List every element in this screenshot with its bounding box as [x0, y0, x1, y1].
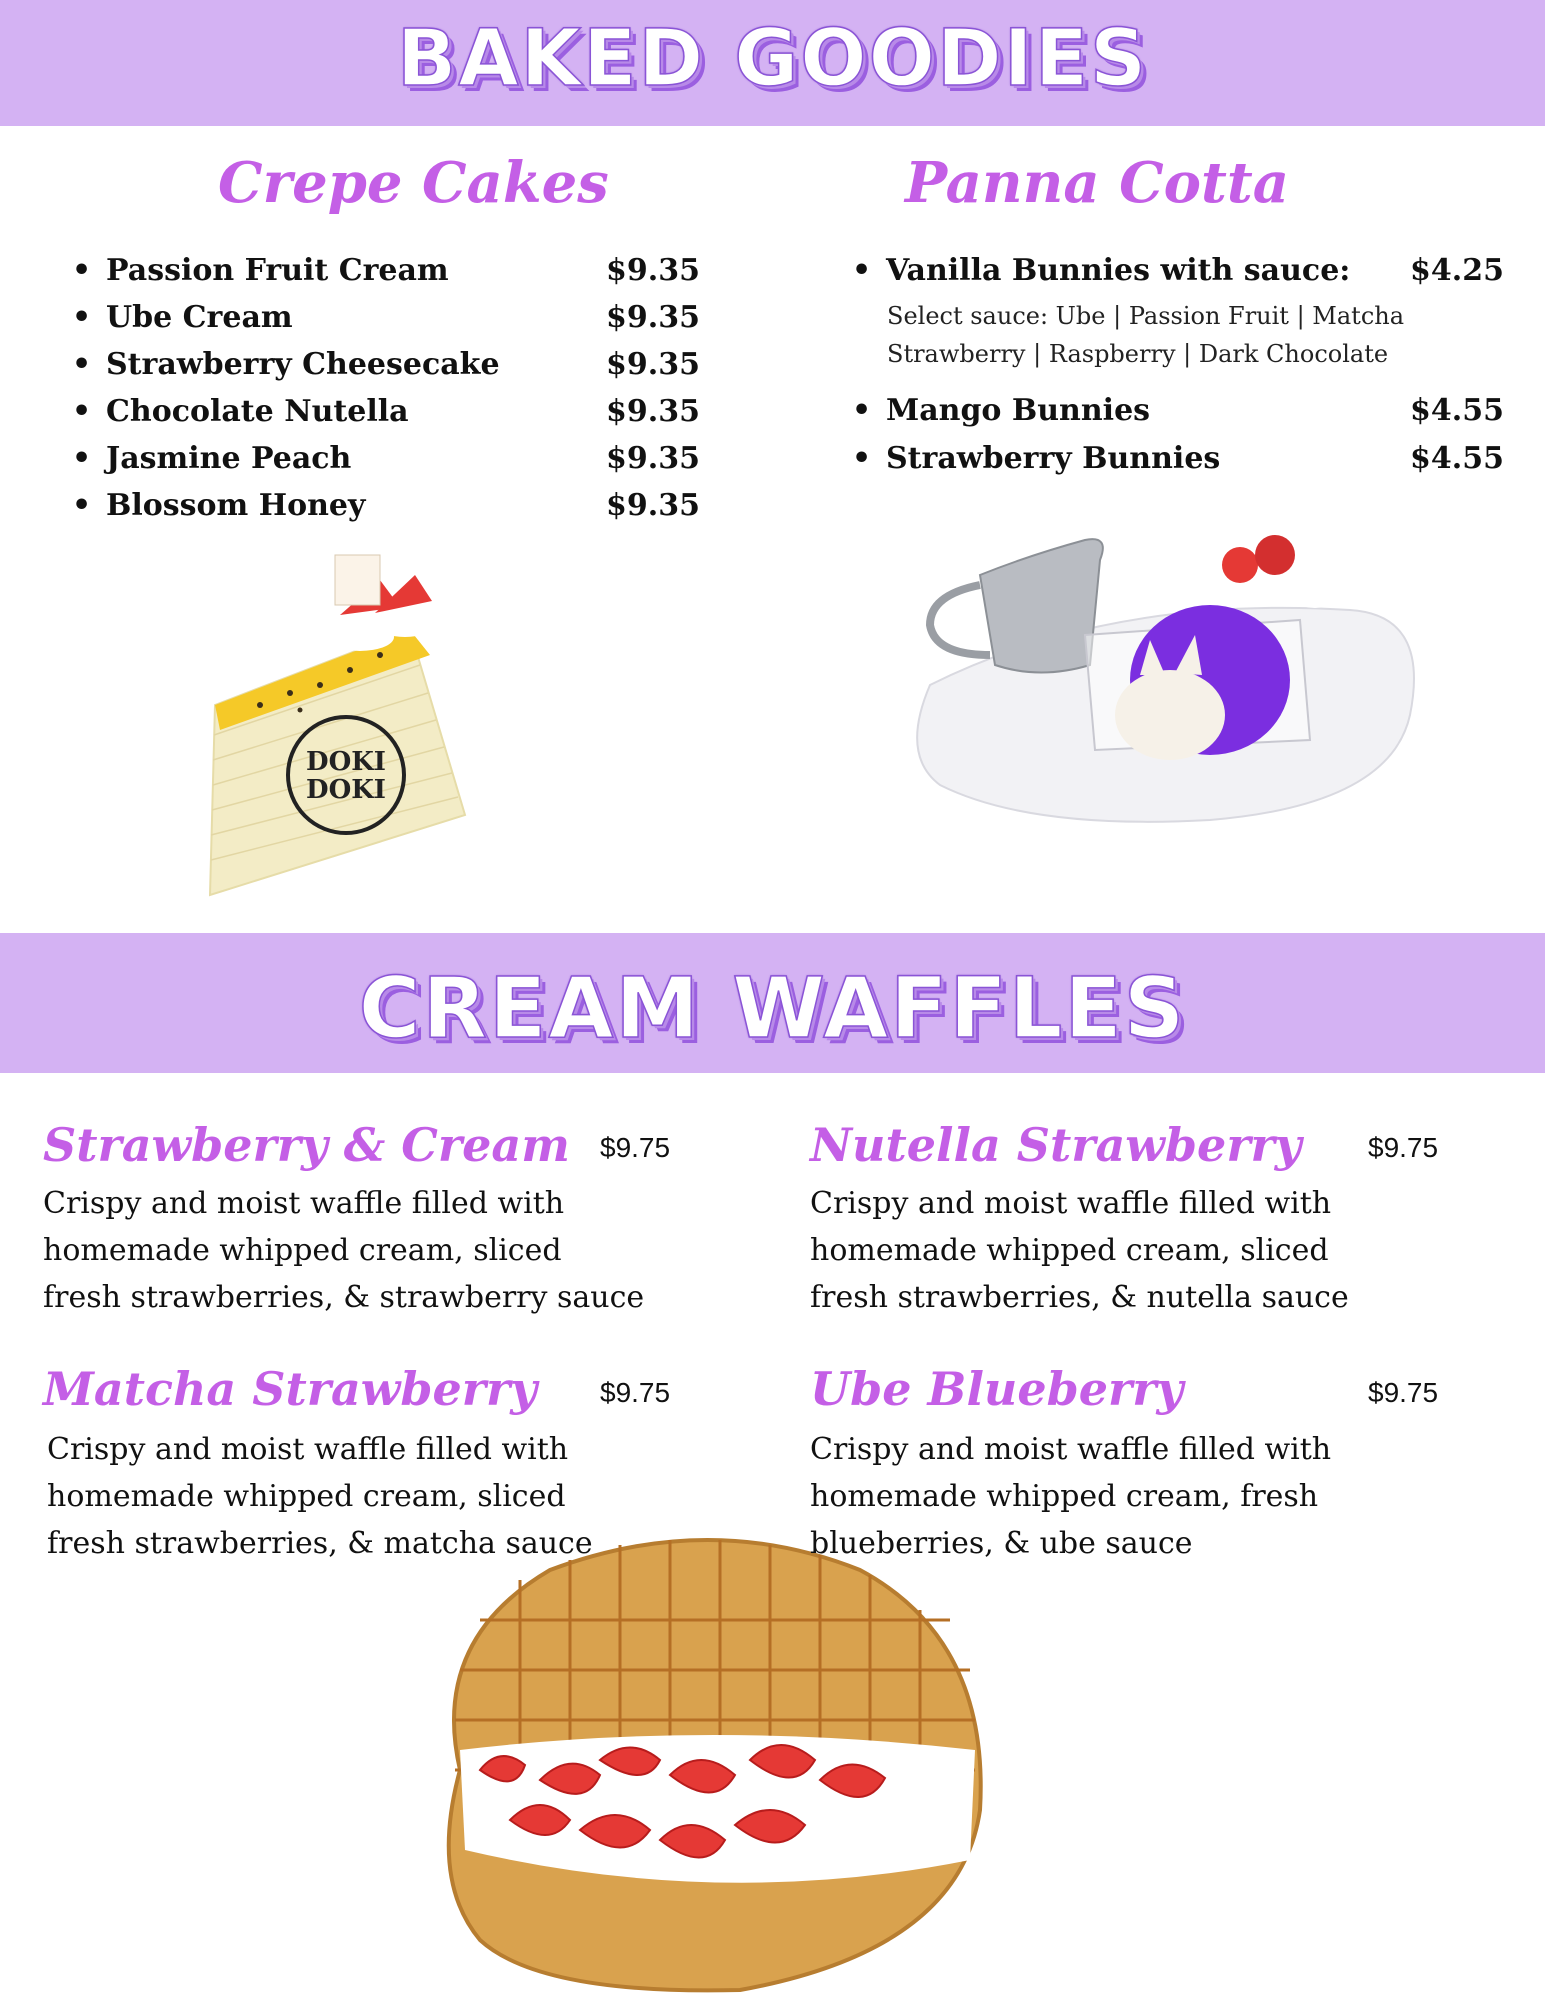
- cream-waffles-banner: [0, 933, 1545, 1073]
- waffle-title-nutella-strawberry: Nutella Strawberry: [810, 1118, 1302, 1172]
- list-item: • Jasmine Peach $9.35: [72, 441, 700, 476]
- cream-waffles-title: CREAM WAFFLES: [358, 959, 1187, 1057]
- waffle-price: $9.75: [600, 1377, 671, 1408]
- waffle-description: Crispy and moist waffle filled with homemade whipped cream, sliced fresh strawberries, & nutella sauce: [810, 1186, 1349, 1315]
- crepe-cakes-list: [72, 253, 700, 535]
- waffle-photo: [420, 1520, 1000, 2000]
- list-item: • Ube Cream $9.35: [72, 300, 700, 335]
- waffle-price: $9.75: [1368, 1132, 1439, 1163]
- list-item: • Strawberry Cheesecake $9.35: [72, 347, 700, 382]
- sauce-note-line2: Strawberry | Raspberry | Dark Chocolate: [887, 340, 1389, 368]
- waffle-title-ube-blueberry: Ube Blueberry: [810, 1362, 1184, 1416]
- waffle-title-strawberry-cream: Strawberry & Cream: [43, 1118, 570, 1172]
- panna-cotta-title: Panna Cotta: [905, 150, 1290, 216]
- baked-goodies-title: BAKED GOODIES: [396, 14, 1149, 104]
- crepe-cakes-title: Crepe Cakes: [218, 150, 609, 216]
- crepe-cake-photo: [200, 545, 540, 905]
- list-item: • Passion Fruit Cream $9.35: [72, 253, 700, 288]
- waffle-price: $9.75: [1368, 1377, 1439, 1408]
- list-item: • Blossom Honey $9.35: [72, 488, 700, 523]
- sauce-note-line1: Select sauce: Ube | Passion Fruit | Matcha: [887, 302, 1405, 330]
- waffle-description: Crispy and moist waffle filled with homemade whipped cream, fresh blueberries, & ube sauce: [810, 1432, 1332, 1561]
- logo-text-2: DOKI: [306, 775, 386, 805]
- waffle-title-matcha-strawberry: Matcha Strawberry: [43, 1362, 537, 1416]
- baked-goodies-banner: [0, 0, 1545, 126]
- waffle-description: Crispy and moist waffle filled with homemade whipped cream, sliced fresh strawberries, & matcha sauce: [47, 1432, 593, 1561]
- logo-text-1: DOKI: [306, 747, 386, 777]
- panna-cotta-photo: [910, 515, 1430, 825]
- list-item: • Chocolate Nutella $9.35: [72, 394, 700, 429]
- waffle-description: Crispy and moist waffle filled with homemade whipped cream, sliced fresh strawberries, & strawberry sauce: [43, 1186, 645, 1315]
- waffle-price: $9.75: [600, 1132, 671, 1163]
